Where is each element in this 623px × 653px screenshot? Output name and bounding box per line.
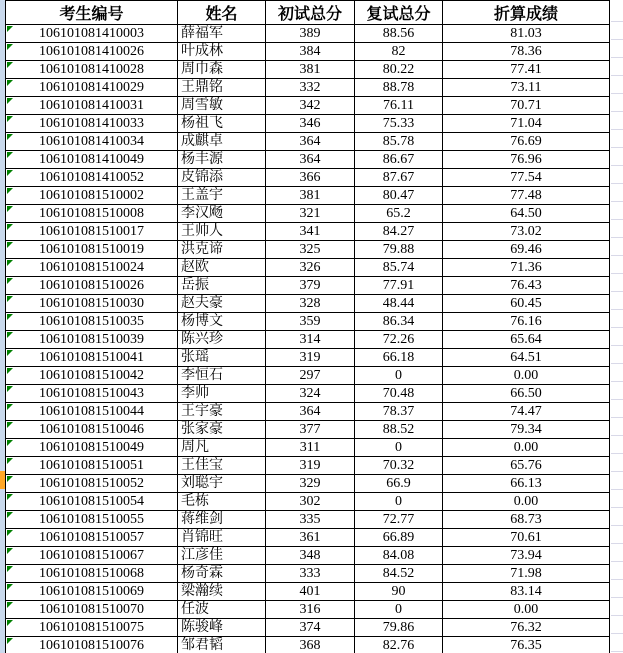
candidate-id-cell[interactable]: 106101081510049 (6, 439, 178, 457)
initial-score-cell[interactable]: 302 (266, 493, 355, 511)
name-cell[interactable]: 杨奇霖 (178, 565, 266, 583)
final-score-cell[interactable]: 73.11 (443, 79, 610, 97)
table-row (6, 601, 610, 619)
final-score-cell[interactable]: 76.35 (443, 637, 610, 653)
table-row (6, 475, 610, 493)
name-cell[interactable]: 李恒石 (178, 367, 266, 385)
initial-score-cell[interactable]: 364 (266, 403, 355, 421)
header-retest-score[interactable]: 复试总分 (355, 1, 443, 25)
final-score-cell[interactable]: 71.98 (443, 565, 610, 583)
error-indicator-icon (7, 566, 13, 572)
retest-score-cell[interactable]: 88.56 (355, 25, 443, 43)
initial-score-cell[interactable]: 316 (266, 601, 355, 619)
initial-score-cell[interactable]: 377 (266, 421, 355, 439)
error-indicator-icon (7, 386, 13, 392)
name-cell[interactable]: 江彦佳 (178, 547, 266, 565)
header-initial-score[interactable]: 初试总分 (266, 1, 355, 25)
table-row (6, 421, 610, 439)
final-score-cell[interactable]: 77.48 (443, 187, 610, 205)
table-row (6, 403, 610, 421)
initial-score-cell[interactable]: 381 (266, 187, 355, 205)
header-final-score[interactable]: 折算成绩 (443, 1, 610, 25)
initial-score-cell[interactable]: 319 (266, 349, 355, 367)
retest-score-cell[interactable]: 80.47 (355, 187, 443, 205)
error-indicator-icon (7, 26, 13, 32)
retest-score-cell[interactable]: 85.74 (355, 259, 443, 277)
error-indicator-icon (7, 332, 13, 338)
error-indicator-icon (7, 512, 13, 518)
name-cell[interactable]: 周凡 (178, 439, 266, 457)
table-row (6, 565, 610, 583)
candidate-id-cell[interactable]: 106101081410034 (6, 133, 178, 151)
final-score-cell[interactable]: 73.94 (443, 547, 610, 565)
final-score-cell[interactable]: 69.46 (443, 241, 610, 259)
error-indicator-icon (7, 404, 13, 410)
table-row (6, 439, 610, 457)
table-row (6, 241, 610, 259)
error-indicator-icon (7, 638, 13, 644)
initial-score-cell[interactable]: 381 (266, 61, 355, 79)
candidate-id-cell[interactable]: 106101081510002 (6, 187, 178, 205)
name-cell[interactable]: 杨博文 (178, 313, 266, 331)
name-cell[interactable]: 王佳宝 (178, 457, 266, 475)
table-row (6, 385, 610, 403)
error-indicator-icon (7, 458, 13, 464)
final-score-cell[interactable]: 0.00 (443, 493, 610, 511)
final-score-cell[interactable]: 0.00 (443, 601, 610, 619)
retest-score-cell[interactable]: 66.18 (355, 349, 443, 367)
error-indicator-icon (7, 98, 13, 104)
name-cell[interactable]: 薛福军 (178, 25, 266, 43)
initial-score-cell[interactable]: 319 (266, 457, 355, 475)
final-score-cell[interactable]: 64.51 (443, 349, 610, 367)
name-cell[interactable]: 杨祖飞 (178, 115, 266, 133)
candidate-id-cell[interactable]: 106101081510055 (6, 511, 178, 529)
retest-score-cell[interactable]: 82.76 (355, 637, 443, 653)
retest-score-cell[interactable]: 66.89 (355, 529, 443, 547)
retest-score-cell[interactable]: 90 (355, 583, 443, 601)
candidate-id-cell[interactable]: 106101081410049 (6, 151, 178, 169)
candidate-id-cell[interactable]: 106101081510052 (6, 475, 178, 493)
final-score-cell[interactable]: 0.00 (443, 367, 610, 385)
table-row (6, 457, 610, 475)
final-score-cell[interactable]: 79.34 (443, 421, 610, 439)
retest-score-cell[interactable]: 0 (355, 439, 443, 457)
retest-score-cell[interactable]: 75.33 (355, 115, 443, 133)
error-indicator-icon (7, 296, 13, 302)
final-score-cell[interactable]: 77.54 (443, 169, 610, 187)
initial-score-cell[interactable]: 333 (266, 565, 355, 583)
retest-score-cell[interactable]: 88.52 (355, 421, 443, 439)
final-score-cell[interactable]: 76.43 (443, 277, 610, 295)
error-indicator-icon (7, 422, 13, 428)
initial-score-cell[interactable]: 326 (266, 259, 355, 277)
final-score-cell[interactable]: 76.32 (443, 619, 610, 637)
final-score-cell[interactable]: 81.03 (443, 25, 610, 43)
initial-score-cell[interactable]: 332 (266, 79, 355, 97)
initial-score-cell[interactable]: 297 (266, 367, 355, 385)
initial-score-cell[interactable]: 342 (266, 97, 355, 115)
error-indicator-icon (7, 620, 13, 626)
final-score-cell[interactable]: 83.14 (443, 583, 610, 601)
retest-score-cell[interactable]: 87.67 (355, 169, 443, 187)
name-cell[interactable]: 周巾森 (178, 61, 266, 79)
name-cell[interactable]: 杨丰源 (178, 151, 266, 169)
table-row (6, 619, 610, 637)
candidate-id-cell[interactable]: 106101081510044 (6, 403, 178, 421)
retest-score-cell[interactable]: 70.32 (355, 457, 443, 475)
error-indicator-icon (7, 602, 13, 608)
retest-score-cell[interactable]: 72.77 (355, 511, 443, 529)
name-cell[interactable]: 王鼎铭 (178, 79, 266, 97)
table-row (6, 223, 610, 241)
final-score-cell[interactable]: 66.50 (443, 385, 610, 403)
initial-score-cell[interactable]: 321 (266, 205, 355, 223)
final-score-cell[interactable]: 73.02 (443, 223, 610, 241)
initial-score-cell[interactable]: 329 (266, 475, 355, 493)
table-row (6, 151, 610, 169)
final-score-cell[interactable]: 71.04 (443, 115, 610, 133)
final-score-cell[interactable]: 78.36 (443, 43, 610, 61)
candidate-id-cell[interactable]: 106101081510035 (6, 313, 178, 331)
final-score-cell[interactable]: 68.73 (443, 511, 610, 529)
name-cell[interactable]: 王宇豪 (178, 403, 266, 421)
initial-score-cell[interactable]: 374 (266, 619, 355, 637)
candidate-id-cell[interactable]: 106101081510026 (6, 277, 178, 295)
retest-score-cell[interactable]: 78.37 (355, 403, 443, 421)
retest-score-cell[interactable]: 77.91 (355, 277, 443, 295)
error-indicator-icon (7, 44, 13, 50)
candidate-id-cell[interactable]: 106101081510070 (6, 601, 178, 619)
retest-score-cell[interactable]: 72.26 (355, 331, 443, 349)
retest-score-cell[interactable]: 84.08 (355, 547, 443, 565)
final-score-cell[interactable]: 77.41 (443, 61, 610, 79)
name-cell[interactable]: 洪克谛 (178, 241, 266, 259)
table-row (6, 205, 610, 223)
retest-score-cell[interactable]: 48.44 (355, 295, 443, 313)
candidate-id-cell[interactable]: 106101081510042 (6, 367, 178, 385)
candidate-id-cell[interactable]: 106101081510069 (6, 583, 178, 601)
error-indicator-icon (7, 152, 13, 158)
table-row (6, 511, 610, 529)
table-row (6, 79, 610, 97)
error-indicator-icon (7, 548, 13, 554)
final-score-cell[interactable]: 60.45 (443, 295, 610, 313)
error-indicator-icon (7, 62, 13, 68)
name-cell[interactable]: 陈兴珍 (178, 331, 266, 349)
name-cell[interactable]: 成麒卓 (178, 133, 266, 151)
name-cell[interactable]: 刘聪宇 (178, 475, 266, 493)
table-header (6, 1, 610, 25)
initial-score-cell[interactable]: 364 (266, 151, 355, 169)
retest-score-cell[interactable]: 88.78 (355, 79, 443, 97)
initial-score-cell[interactable]: 384 (266, 43, 355, 61)
error-indicator-icon (7, 260, 13, 266)
candidate-id-cell[interactable]: 106101081510039 (6, 331, 178, 349)
name-cell[interactable]: 皮锦添 (178, 169, 266, 187)
candidate-id-cell[interactable]: 106101081510019 (6, 241, 178, 259)
name-cell[interactable]: 梁瀚续 (178, 583, 266, 601)
name-cell[interactable]: 张瑶 (178, 349, 266, 367)
candidate-id-cell[interactable]: 106101081410026 (6, 43, 178, 61)
table-row (6, 97, 610, 115)
candidate-id-cell[interactable]: 106101081410028 (6, 61, 178, 79)
final-score-cell[interactable]: 76.96 (443, 151, 610, 169)
retest-score-cell[interactable]: 0 (355, 367, 443, 385)
final-score-cell[interactable]: 70.61 (443, 529, 610, 547)
error-indicator-icon (7, 116, 13, 122)
candidate-id-cell[interactable]: 106101081510067 (6, 547, 178, 565)
initial-score-cell[interactable]: 389 (266, 25, 355, 43)
retest-score-cell[interactable]: 70.48 (355, 385, 443, 403)
name-cell[interactable]: 任波 (178, 601, 266, 619)
initial-score-cell[interactable]: 368 (266, 637, 355, 653)
table-row (6, 133, 610, 151)
name-cell[interactable]: 赵欧 (178, 259, 266, 277)
name-cell[interactable]: 周雪敏 (178, 97, 266, 115)
header-row (6, 1, 610, 25)
results-table (5, 0, 610, 653)
error-indicator-icon (7, 80, 13, 86)
table-row (6, 277, 610, 295)
candidate-id-cell[interactable]: 106101081510043 (6, 385, 178, 403)
name-cell[interactable]: 赵夫豪 (178, 295, 266, 313)
retest-score-cell[interactable]: 0 (355, 601, 443, 619)
error-indicator-icon (7, 224, 13, 230)
name-cell[interactable]: 李汉飏 (178, 205, 266, 223)
initial-score-cell[interactable]: 359 (266, 313, 355, 331)
candidate-id-cell[interactable]: 106101081510008 (6, 205, 178, 223)
table-body (6, 25, 610, 653)
initial-score-cell[interactable]: 379 (266, 277, 355, 295)
retest-score-cell[interactable]: 86.34 (355, 313, 443, 331)
error-indicator-icon (7, 188, 13, 194)
final-score-cell[interactable]: 71.36 (443, 259, 610, 277)
candidate-id-cell[interactable]: 106101081510075 (6, 619, 178, 637)
initial-score-cell[interactable]: 341 (266, 223, 355, 241)
table-row (6, 115, 610, 133)
table-row (6, 187, 610, 205)
name-cell[interactable]: 蒋维剑 (178, 511, 266, 529)
retest-score-cell[interactable]: 76.11 (355, 97, 443, 115)
candidate-id-cell[interactable]: 106101081510046 (6, 421, 178, 439)
candidate-id-cell[interactable]: 106101081510041 (6, 349, 178, 367)
initial-score-cell[interactable]: 364 (266, 133, 355, 151)
final-score-cell[interactable]: 65.76 (443, 457, 610, 475)
candidate-id-cell[interactable]: 106101081410029 (6, 79, 178, 97)
table-row (6, 313, 610, 331)
name-cell[interactable]: 王帅人 (178, 223, 266, 241)
error-indicator-icon (7, 530, 13, 536)
name-cell[interactable]: 张家豪 (178, 421, 266, 439)
name-cell[interactable]: 王盖宇 (178, 187, 266, 205)
error-indicator-icon (7, 314, 13, 320)
candidate-id-cell[interactable]: 106101081510068 (6, 565, 178, 583)
retest-score-cell[interactable]: 79.86 (355, 619, 443, 637)
name-cell[interactable]: 岳振 (178, 277, 266, 295)
initial-score-cell[interactable]: 348 (266, 547, 355, 565)
retest-score-cell[interactable]: 0 (355, 493, 443, 511)
error-indicator-icon (7, 368, 13, 374)
candidate-id-cell[interactable]: 106101081510054 (6, 493, 178, 511)
table-row (6, 259, 610, 277)
initial-score-cell[interactable]: 324 (266, 385, 355, 403)
candidate-id-cell[interactable]: 106101081410033 (6, 115, 178, 133)
error-indicator-icon (7, 242, 13, 248)
retest-score-cell[interactable]: 85.78 (355, 133, 443, 151)
retest-score-cell[interactable]: 65.2 (355, 205, 443, 223)
table-row (6, 637, 610, 653)
candidate-id-cell[interactable]: 106101081510076 (6, 637, 178, 653)
table-row (6, 583, 610, 601)
final-score-cell[interactable]: 64.50 (443, 205, 610, 223)
candidate-id-cell[interactable]: 106101081510051 (6, 457, 178, 475)
error-indicator-icon (7, 494, 13, 500)
initial-score-cell[interactable]: 314 (266, 331, 355, 349)
table-row (6, 25, 610, 43)
initial-score-cell[interactable]: 311 (266, 439, 355, 457)
error-indicator-icon (7, 278, 13, 284)
retest-score-cell[interactable]: 80.22 (355, 61, 443, 79)
error-indicator-icon (7, 350, 13, 356)
table-row (6, 61, 610, 79)
table-row (6, 547, 610, 565)
table-row (6, 529, 610, 547)
retest-score-cell[interactable]: 66.9 (355, 475, 443, 493)
final-score-cell[interactable]: 76.16 (443, 313, 610, 331)
initial-score-cell[interactable]: 346 (266, 115, 355, 133)
retest-score-cell[interactable]: 82 (355, 43, 443, 61)
candidate-id-cell[interactable]: 106101081410052 (6, 169, 178, 187)
retest-score-cell[interactable]: 79.88 (355, 241, 443, 259)
candidate-id-cell[interactable]: 106101081410031 (6, 97, 178, 115)
final-score-cell[interactable]: 74.47 (443, 403, 610, 421)
name-cell[interactable]: 叶成林 (178, 43, 266, 61)
error-indicator-icon (7, 206, 13, 212)
table-row (6, 43, 610, 61)
retest-score-cell[interactable]: 86.67 (355, 151, 443, 169)
candidate-id-cell[interactable]: 106101081510024 (6, 259, 178, 277)
error-indicator-icon (7, 440, 13, 446)
table-row (6, 349, 610, 367)
header-candidate-id[interactable]: 考生编号 (6, 1, 178, 25)
table-row (6, 169, 610, 187)
name-cell[interactable]: 毛栋 (178, 493, 266, 511)
final-score-cell[interactable]: 0.00 (443, 439, 610, 457)
final-score-cell[interactable]: 76.69 (443, 133, 610, 151)
retest-score-cell[interactable]: 84.27 (355, 223, 443, 241)
header-name[interactable]: 姓名 (178, 1, 266, 25)
candidate-id-cell[interactable]: 106101081410003 (6, 25, 178, 43)
initial-score-cell[interactable]: 335 (266, 511, 355, 529)
initial-score-cell[interactable]: 328 (266, 295, 355, 313)
initial-score-cell[interactable]: 366 (266, 169, 355, 187)
error-indicator-icon (7, 584, 13, 590)
candidate-id-cell[interactable]: 106101081510057 (6, 529, 178, 547)
final-score-cell[interactable]: 66.13 (443, 475, 610, 493)
name-cell[interactable]: 李帅 (178, 385, 266, 403)
table-row (6, 367, 610, 385)
initial-score-cell[interactable]: 401 (266, 583, 355, 601)
name-cell[interactable]: 邹君韬 (178, 637, 266, 653)
error-indicator-icon (7, 170, 13, 176)
final-score-cell[interactable]: 65.64 (443, 331, 610, 349)
table-row (6, 331, 610, 349)
error-indicator-icon (7, 134, 13, 140)
gridline-stubs (611, 4, 623, 653)
table-row (6, 493, 610, 511)
name-cell[interactable]: 陈骏峰 (178, 619, 266, 637)
error-indicator-icon (7, 476, 13, 482)
retest-score-cell[interactable]: 84.52 (355, 565, 443, 583)
final-score-cell[interactable]: 70.71 (443, 97, 610, 115)
candidate-id-cell[interactable]: 106101081510030 (6, 295, 178, 313)
initial-score-cell[interactable]: 325 (266, 241, 355, 259)
initial-score-cell[interactable]: 361 (266, 529, 355, 547)
candidate-id-cell[interactable]: 106101081510017 (6, 223, 178, 241)
table-row (6, 295, 610, 313)
name-cell[interactable]: 肖锦旺 (178, 529, 266, 547)
